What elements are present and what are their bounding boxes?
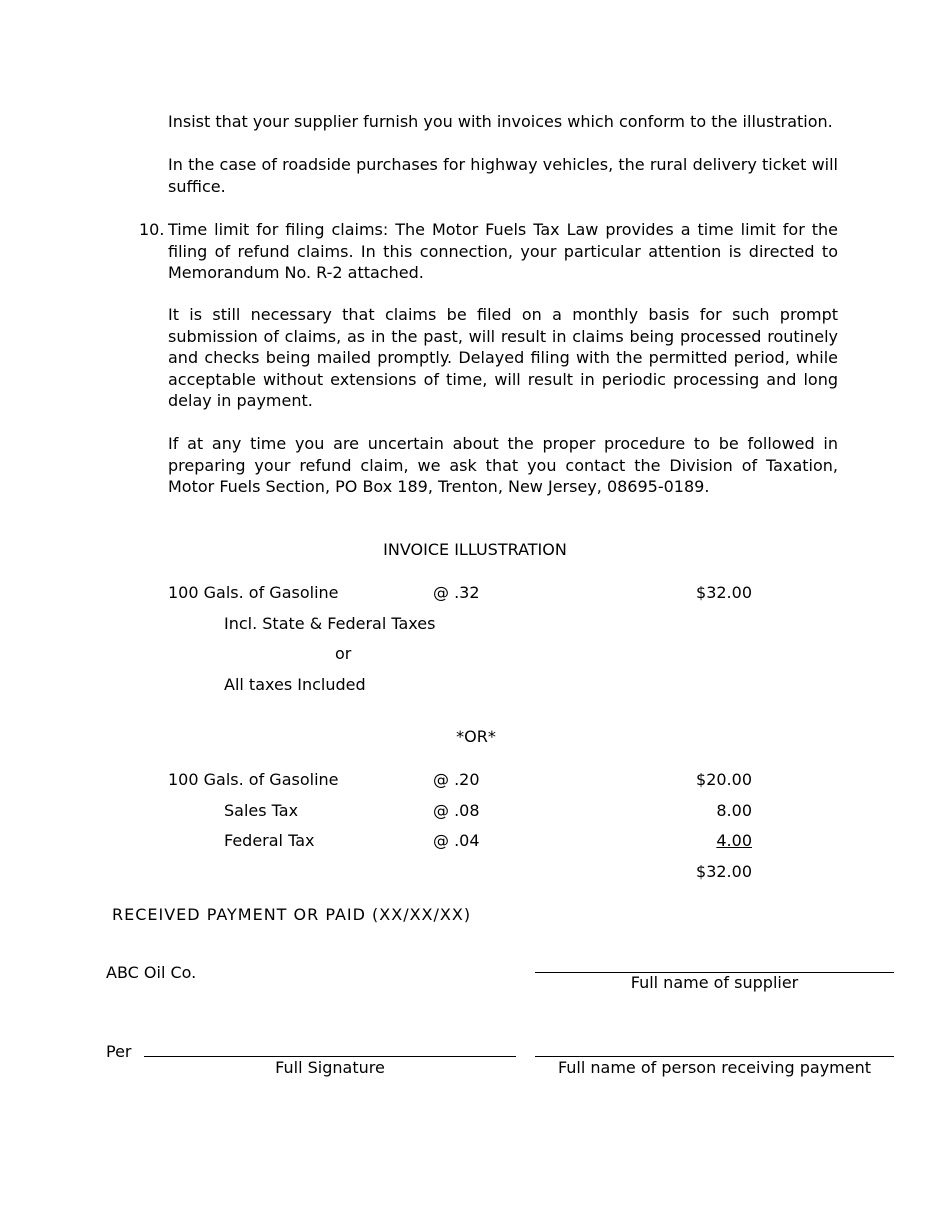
invoice-title: INVOICE ILLUSTRATION [383,540,567,559]
signature-caption: Full Signature [275,1058,385,1077]
invoice-option2-federal-tax-item: Federal Tax [224,831,315,850]
invoice-option2-sales-tax-item: Sales Tax [224,801,299,820]
invoice-option2-federal-tax-rate: @ .04 [433,831,480,850]
signature-line [144,1056,516,1057]
paragraph-invoice-conformance: Insist that your supplier furnish you with invoices which conform to the illustration. [168,112,833,131]
invoice-option2-total: $32.00 [696,862,752,881]
invoice-option1-note-included: All taxes Included [224,675,366,694]
receiver-name-caption: Full name of person receiving payment [557,1058,872,1077]
item-number-10: 10. [139,220,165,239]
paragraph-time-limit: Time limit for filing claims: The Motor Fuels Tax Law provides a time limit for the filing of refund claims. In this connection, your particular attention is directed to Memorandum No. R-2 attached. [168,220,838,282]
receiver-name-line [535,1056,894,1057]
invoice-option2-federal-tax-amount-wrap [652,831,752,851]
invoice-option1-note-or: or [335,644,352,663]
supplier-name-caption: Full name of supplier [630,973,799,992]
invoice-option1-note-taxes: Incl. State & Federal Taxes [224,614,436,633]
invoice-option2-gasoline-item: 100 Gals. of Gasoline [168,770,339,789]
invoice-option1-rate: @ .32 [433,583,480,602]
invoice-option1-item: 100 Gals. of Gasoline [168,583,339,602]
paragraph-contact-division: If at any time you are uncertain about the proper procedure to be followed in preparing your refund claim, we ask that you contact the Division of Taxation, Motor Fuels Section, PO Box 189, Trenton, New Jersey, 08695-0189. [168,434,838,496]
received-payment-label: RECEIVED PAYMENT OR PAID (XX/XX/XX) [112,905,472,924]
supplier-name-value: ABC Oil Co. [106,963,197,982]
per-label: Per [106,1042,132,1061]
invoice-option2-sales-tax-amount: 8.00 [716,801,752,820]
paragraph-monthly-filing: It is still necessary that claims be filed on a monthly basis for such prompt submission of claims, as in the past, will result in claims being processed routinely and checks being mailed promptly. Delayed filing with the permitted period, while acceptable without extensions of time, will result in periodic processing and long delay in payment. [168,305,838,410]
paragraph-roadside-purchases: In the case of roadside purchases for highway vehicles, the rural delivery ticket will suffice. [168,155,838,196]
invoice-option2-gasoline-rate: @ .20 [433,770,480,789]
invoice-option1-amount: $32.00 [696,583,752,602]
invoice-option2-sales-tax-rate: @ .08 [433,801,480,820]
invoice-option2-federal-tax-amount: 4.00 [716,831,752,850]
invoice-option2-gasoline-amount: $20.00 [696,770,752,789]
invoice-or-separator: *OR* [456,727,496,746]
